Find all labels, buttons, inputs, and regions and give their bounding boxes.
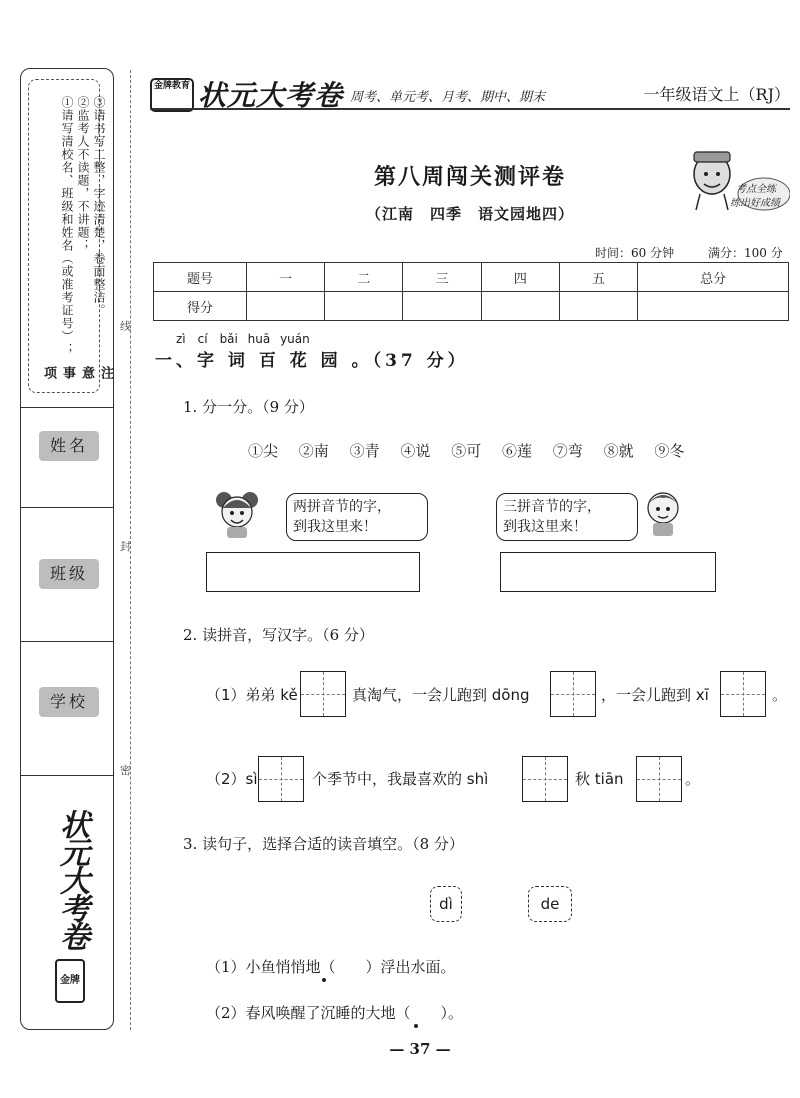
notice-rule-2: ②监考人不读题，不讲题； [76,96,90,252]
name-field-label: 姓名 [39,431,99,461]
table-header-cell: 四 [481,263,559,292]
question-1-label: 1. 分一分。（9 分） [183,398,314,416]
q3-sentence-2: （2）春风唤醒了沉睡的大地（ ）。 [206,1004,464,1022]
paper-subtitle: （江南 四季 语文园地四） [365,205,574,223]
brand-badge: 金牌教育 [150,78,194,112]
girl-icon [214,488,260,538]
emphasis-dot [322,978,326,982]
q2-line2-mid1: 个季节中，我最喜欢的 shì [312,770,489,788]
cut-mark-mi: 密 [120,764,131,777]
char-item: ⑧就 [603,442,634,460]
sidebar-logo-badge: 金牌 [55,959,85,1003]
table-header-cell: 三 [403,263,481,292]
page-number: — 37 — [389,1040,451,1058]
answer-box-three-syllable[interactable] [500,552,716,592]
tian-grid-box[interactable] [550,671,596,717]
cut-mark-feng: 封 [120,540,131,553]
mascot-slogan-1: 考点全练 [736,184,776,195]
tian-grid-box[interactable] [720,671,766,717]
bubble-line: 两拼音节的字， [293,499,391,515]
school-field-label: 学校 [39,687,99,717]
table-header-cell: 五 [559,263,637,292]
section-pinyin: zì cí bǎi huā yuán [176,332,310,346]
q2-line1-prefix: （1）弟弟 kě [206,686,298,704]
table-row [154,263,789,292]
sidebar-divider [21,641,113,642]
binding-sidebar [20,68,114,1030]
table-header-cell: 二 [325,263,403,292]
score-table [153,262,789,321]
tian-grid-box[interactable] [522,756,568,802]
table-header-cell: 一 [247,263,325,292]
q2-line2-mid2: 秋 tiān [575,770,624,788]
header-bar [150,78,790,112]
score-cell[interactable] [247,292,325,321]
question-2-label: 2. 读拼音，写汉字。（6 分） [183,626,374,644]
speech-bubble-three-syllable [496,493,638,541]
sidebar-divider [21,407,113,408]
character-list [248,440,768,461]
score-cell[interactable] [403,292,481,321]
header-rule [150,108,790,110]
tian-grid-box[interactable] [636,756,682,802]
notice-rule-1: ①请写清校名、班级和姓名（或准考证号）； [60,96,74,356]
table-row [154,292,789,321]
char-item: ⑨冬 [654,442,685,460]
tian-grid-box[interactable] [258,756,304,802]
q2-line2-end: 。 [685,770,701,788]
mascot-slogan-2: 练出好成绩 [730,198,780,209]
char-item: ⑥莲 [501,442,532,460]
q2-line1-mid2: ，一会儿跑到 xī [601,686,709,704]
cut-mark-xian: 线 [120,320,131,333]
q3-sentence-1: （1）小鱼悄悄地（ ）浮出水面。 [206,958,456,976]
bubble-line: 到我这里来！ [293,519,377,535]
table-header-cell: 题号 [154,263,247,292]
char-item: ⑦弯 [552,442,583,460]
char-item: ③青 [349,442,380,460]
table-header-cell: 总分 [638,263,789,292]
brand-name: 状元大考卷 [198,79,344,112]
class-field-label: 班级 [39,559,99,589]
char-item: ⑤可 [451,442,482,460]
notice-box [28,79,113,393]
section-title: 一、字 词 百 花 园 。（37 分） [155,351,469,371]
score-cell[interactable] [481,292,559,321]
emphasis-dot [414,1024,418,1028]
grade-label: 一年级语文上（RJ） [643,85,790,104]
char-item: ④说 [400,442,431,460]
score-cell[interactable] [559,292,637,321]
sidebar-divider [21,775,113,776]
sidebar-divider [21,507,113,508]
q2-line2-prefix: （2）sì [206,770,258,788]
speech-bubble-two-syllable [286,493,428,541]
bubble-line: 三拼音节的字， [503,499,601,515]
q2-line1-mid1: 真淘气，一会儿跑到 dōng [352,686,530,704]
table-row-label: 得分 [154,292,247,321]
boy-icon [640,486,686,536]
notice-rule-3: ③请书写工整，字迹清楚，卷面整洁。 [92,96,106,317]
brand-subtitle: 周考、单元考、月考、期中、期末 [350,90,546,105]
question-3-label: 3. 读句子，选择合适的读音填空。（8 分） [183,835,464,853]
notice-title: 注意事项 [41,366,113,381]
q2-line1-end: 。 [772,686,788,704]
score-cell[interactable] [325,292,403,321]
paper-title: 第八周闯关测评卷 [373,164,566,190]
answer-box-two-syllable[interactable] [206,552,420,592]
score-cell[interactable] [638,292,789,321]
pinyin-option-di: dì [430,886,462,922]
bubble-line: 到我这里来！ [503,519,587,535]
full-score: 满分：100 分 [708,246,783,260]
char-item: ①尖 [248,442,279,460]
char-item: ②南 [298,442,329,460]
time-limit: 时间：60 分钟 [595,246,675,260]
pinyin-option-de: de [528,886,572,922]
sidebar-logo: 状元大考卷 [54,809,89,949]
tian-grid-box[interactable] [300,671,346,717]
